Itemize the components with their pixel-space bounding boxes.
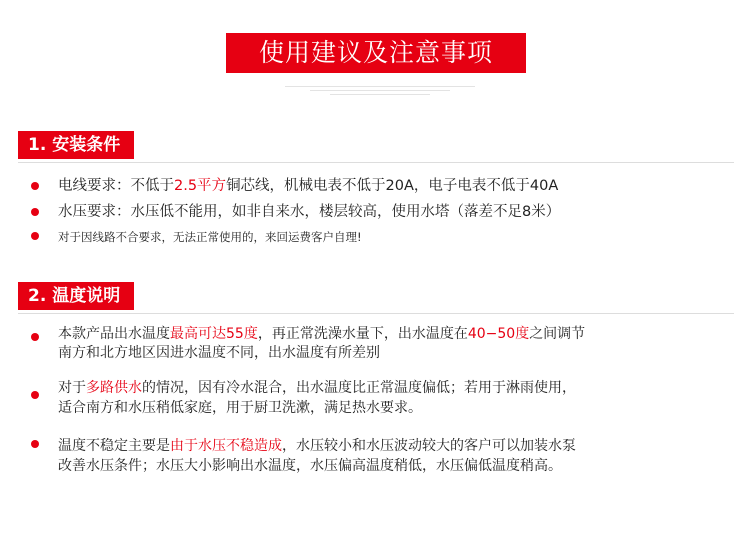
highlight-text: 40−50度 xyxy=(467,326,530,342)
item-line xyxy=(58,437,576,456)
item-line: 改善水压条件；水压大小影响出水温度，水压偏高温度稍低，水压偏低温度稍高。 xyxy=(58,458,562,474)
decorative-line xyxy=(310,90,450,91)
item-text-part: 温度不稳定主要是 xyxy=(58,438,170,454)
item-line xyxy=(58,325,585,344)
highlight-text: 由于水压不稳造成 xyxy=(170,438,282,454)
item-text-part: 的情况，因有冷水混合，出水温度比正常温度偏低；若用于淋雨使用， xyxy=(142,380,576,396)
item-text: 水压要求：水压低不能用，如非自来水，楼层较高，使用水塔（落差不足8米） xyxy=(58,204,561,220)
bullet-icon xyxy=(31,333,39,341)
item-text: 对于因线路不合要求，无法正常使用的，来回运费客户自理! xyxy=(58,230,362,244)
item-text-part: 铜芯线，机械电表不低于20A，电子电表不低于40A xyxy=(226,178,559,194)
decorative-line xyxy=(285,86,475,87)
item-text-part: 本款产品出水温度 xyxy=(58,326,170,342)
item-line xyxy=(58,379,576,398)
item-text xyxy=(58,175,558,197)
section-heading-temperature: 2. 温度说明 xyxy=(18,282,134,310)
highlight-text: 多路供水 xyxy=(86,380,142,396)
section-divider xyxy=(18,313,734,314)
bullet-icon xyxy=(31,391,39,399)
item-line: 南方和北方地区因进水温度不同，出水温度有所差别 xyxy=(58,345,380,361)
item-text-part: 对于 xyxy=(58,380,86,396)
item-text-part: ，水压较小和水压波动较大的客户可以加装水泵 xyxy=(282,438,576,454)
bullet-icon xyxy=(31,440,39,448)
highlight-text: 2.5平方 xyxy=(174,178,227,194)
page-title: 使用建议及注意事项 xyxy=(226,33,526,73)
item-text-part: ，再正常洗澡水量下，出水温度在 xyxy=(257,326,468,342)
section-heading-installation: 1. 安装条件 xyxy=(18,131,134,159)
highlight-text: 最高可达55度 xyxy=(170,326,258,342)
item-text-part: 之间调节 xyxy=(529,326,586,342)
bullet-icon xyxy=(31,232,39,240)
bullet-icon xyxy=(31,208,39,216)
section-divider xyxy=(18,162,734,163)
item-text-part: 电线要求：不低于 xyxy=(58,178,174,194)
item-line: 适合南方和水压稍低家庭，用于厨卫洗漱，满足热水要求。 xyxy=(58,400,422,416)
decorative-line xyxy=(330,94,430,95)
bullet-icon xyxy=(31,182,39,190)
